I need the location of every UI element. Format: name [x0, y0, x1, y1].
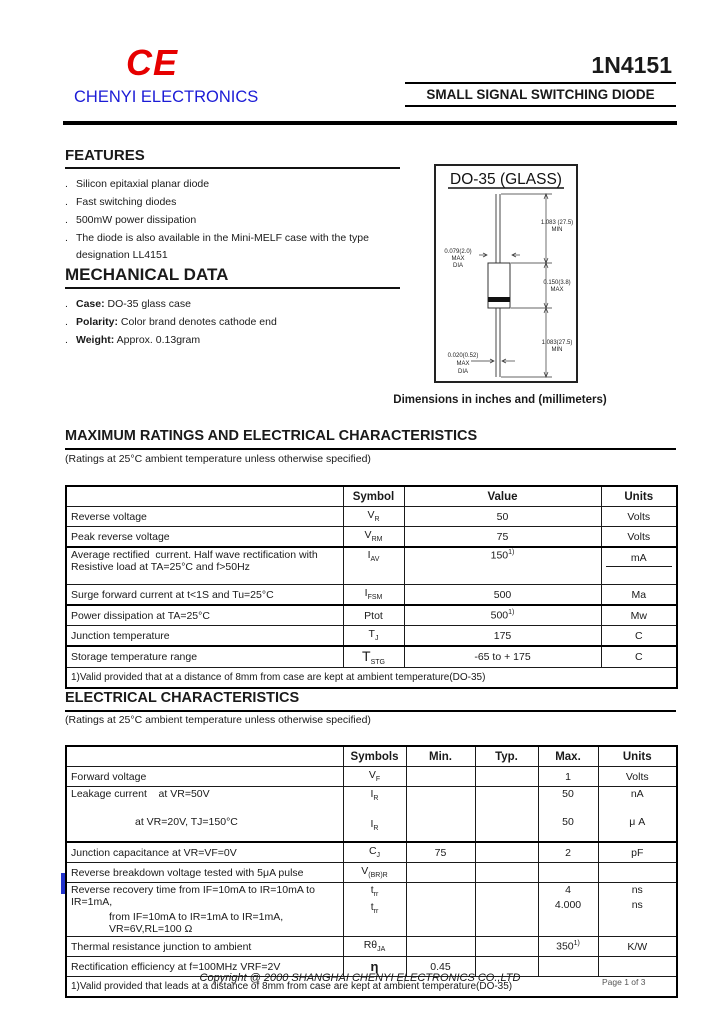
table-row — [66, 547, 677, 585]
mechanical-title: MECHANICAL DATA — [65, 265, 400, 289]
cell-value: 75 — [404, 527, 601, 548]
cell-min — [406, 767, 475, 787]
cell-units: Volts — [601, 507, 677, 527]
cell-symbol: Ptot — [343, 605, 404, 626]
cell-symbol: $V_{(BR)R}$ — [343, 863, 406, 883]
cell-value: 150$^{1)}$ — [404, 547, 601, 585]
top-rule — [63, 121, 677, 125]
cell-symbol: $V_F$ — [343, 767, 406, 787]
list-item: . Weight: Approx. 0.13gram — [65, 331, 400, 349]
title-block — [405, 52, 676, 107]
cell-desc: Average rectified current. Half wave rectification with Resistive load at TA=25°C and f>50Hz — [66, 547, 343, 585]
company-name: CHENYI ELECTRONICS — [74, 88, 259, 106]
cell-value: -65 to + 175 — [404, 646, 601, 668]
cell-units: ns ns — [598, 883, 677, 937]
col-value: Value — [404, 486, 601, 507]
cell-units: nA μ A — [598, 787, 677, 843]
cell-units: Mw — [601, 605, 677, 626]
electrical-table — [65, 745, 678, 998]
list-item: . Fast switching diodes — [65, 193, 400, 211]
col-min: Min. — [406, 746, 475, 767]
col-symbol: Symbol — [343, 486, 404, 507]
part-number: 1N4151 — [405, 52, 676, 84]
cell-units: pF — [598, 842, 677, 863]
dim-lead-bottom-qual: MIN — [551, 347, 563, 353]
cell-desc: Peak reverse voltage — [66, 527, 343, 548]
cell-min — [406, 787, 475, 843]
cell-desc: Rectification efficiency at f=100MHz VRF=2V — [66, 957, 343, 977]
cell-max: 1 — [538, 767, 598, 787]
cell-min: 75 — [406, 842, 475, 863]
cell-desc: Storage temperature range — [66, 646, 343, 668]
list-item: . Polarity: Color brand denotes cathode end — [65, 313, 400, 331]
col-max: Max. — [538, 746, 598, 767]
table-row — [66, 527, 677, 548]
copyright-line: Copyright @ 2000 SHANGHAI CHENYI ELECTRONICS CO.,LTD — [199, 972, 521, 984]
cell-units: C — [601, 626, 677, 647]
table-footnote: 1)Valid provided that leads at a distance of 8mm from case are kept at ambient temperature(DO-35) — [66, 977, 677, 998]
dim-body-dia-qual1: MAX — [451, 256, 465, 262]
cell-units: K/W — [598, 937, 677, 957]
dim-lead-top-qual: MIN — [551, 227, 563, 233]
package-caption: Dimensions in inches and (millimeters) — [393, 394, 607, 406]
cell-symbol: $I_{FSM}$ — [343, 585, 404, 606]
list-item: . Case: DO-35 glass case — [65, 295, 400, 313]
page-title: SMALL SIGNAL SWITCHING DIODE — [405, 84, 676, 107]
cell-units: Volts — [598, 767, 677, 787]
table-row — [66, 626, 677, 647]
col-units: Units — [598, 746, 677, 767]
cell-symbol: $t_{rr}$ $t_{rr}$ — [343, 883, 406, 937]
cell-desc: Surge forward current at t<1S and Tu=25°C — [66, 585, 343, 606]
dim-body-length-qual: MAX — [550, 287, 564, 293]
cell-typ — [475, 883, 538, 937]
cell-typ — [475, 787, 538, 843]
table-header-row — [66, 486, 677, 507]
bullet-dot-icon: . — [65, 316, 68, 328]
bullet-dot-icon: . — [65, 334, 68, 346]
cell-symbol: $I_R$ $I_R$ — [343, 787, 406, 843]
cell-max: 50 50 — [538, 787, 598, 843]
table-row — [66, 767, 677, 787]
cell-max: 4 4.000 — [538, 883, 598, 937]
features-title: FEATURES — [65, 147, 400, 169]
cell-units — [598, 863, 677, 883]
cell-min — [406, 863, 475, 883]
ratings-section-title: MAXIMUM RATINGS AND ELECTRICAL CHARACTERISTICS — [65, 428, 676, 450]
cell-value: 500 — [404, 585, 601, 606]
package-diagram — [434, 164, 578, 383]
features-list — [65, 175, 400, 263]
bullet-dot-icon: . — [65, 214, 68, 226]
cell-typ — [475, 937, 538, 957]
cell-min — [406, 883, 475, 937]
list-item: . 500mW power dissipation — [65, 211, 400, 229]
cell-symbol: $V_R$ — [343, 507, 404, 527]
cell-symbol: η — [343, 957, 406, 977]
cell-symbol: $V_{RM}$ — [343, 527, 404, 548]
table-row — [66, 585, 677, 606]
company-logo: CE — [126, 42, 179, 83]
col-symbols: Symbols — [343, 746, 406, 767]
cell-max — [538, 863, 598, 883]
bullet-dot-icon: . — [65, 232, 68, 244]
page-number: Page 1 of 3 — [602, 977, 646, 987]
table-footnote: 1)Valid provided that at a distance of 8mm from case are kept at ambient temperature(DO-35) — [66, 668, 677, 689]
cell-units: Ma — [601, 585, 677, 606]
dim-lead-dia-qual2: DIA — [457, 369, 469, 375]
cell-desc: Power dissipation at TA=25°C — [66, 605, 343, 626]
cell-units: mA — [601, 547, 677, 585]
cell-value: 175 — [404, 626, 601, 647]
ratings-note: (Ratings at 25°C ambient temperature unless otherwise specified) — [65, 453, 371, 465]
bullet-dot-icon: . — [65, 178, 68, 190]
cell-value: 500$^{1)}$ — [404, 605, 601, 626]
col-typ: Typ. — [475, 746, 538, 767]
cell-desc: Reverse breakdown voltage tested with 5μA pulse — [66, 863, 343, 883]
list-item-continuation: designation LL4151 — [76, 249, 168, 261]
table-row — [66, 646, 677, 668]
cell-min — [406, 937, 475, 957]
col-units: Units — [601, 486, 677, 507]
package-name: DO-35 (GLASS) — [450, 171, 562, 188]
bullet-dot-icon: . — [65, 196, 68, 208]
cell-typ — [475, 863, 538, 883]
table-row — [66, 787, 677, 843]
cell-units: Volts — [601, 527, 677, 548]
cell-value: 50 — [404, 507, 601, 527]
max-ratings-table — [65, 485, 678, 689]
cell-max: 2 — [538, 842, 598, 863]
electrical-note: (Ratings at 25°C ambient temperature unless otherwise specified) — [65, 714, 371, 726]
cell-desc: Thermal resistance junction to ambient — [66, 937, 343, 957]
dim-lead-dia-qual1: MAX — [456, 361, 470, 367]
cell-symbol: $T_{STG}$ — [343, 646, 404, 668]
cell-typ — [475, 767, 538, 787]
cell-units: C — [601, 646, 677, 668]
list-item: . The diode is also available in the Mini-MELF case with the type — [65, 229, 400, 247]
cell-max: 350$^{1)}$ — [538, 937, 598, 957]
cell-symbol: $I_{AV}$ — [343, 547, 404, 585]
list-item: . Silicon epitaxial planar diode — [65, 175, 400, 193]
dim-lead-dia: 0.020(0.52) — [447, 353, 479, 359]
dim-body-dia: 0.079(2.0) — [444, 249, 472, 255]
table-row — [66, 863, 677, 883]
mechanical-list — [65, 295, 400, 349]
scan-artifact-mark — [61, 873, 65, 894]
table-row — [66, 937, 677, 957]
left-column — [65, 147, 400, 351]
table-row — [66, 842, 677, 863]
cell-desc: Junction temperature — [66, 626, 343, 647]
cell-desc: Reverse recovery time from IF=10mA to IR=10mA to IR=1mA, from IF=10mA to IR=1mA to IR=1mA, VR=6V,RL=100 Ω — [66, 883, 343, 937]
bullet-dot-icon: . — [65, 298, 68, 310]
cathode-band — [488, 297, 510, 302]
cell-symbol: $R\theta_{JA}$ — [343, 937, 406, 957]
table-row — [66, 605, 677, 626]
cell-typ — [475, 842, 538, 863]
dim-lead-top: 1.083 (27.5) — [540, 220, 574, 226]
table-row — [66, 507, 677, 527]
cell-desc: Forward voltage — [66, 767, 343, 787]
cell-desc: Junction capacitance at VR=VF=0V — [66, 842, 343, 863]
dim-lead-bottom: 1.083(27.5) — [541, 340, 573, 346]
electrical-section-title: ELECTRICAL CHARACTERISTICS — [65, 690, 676, 712]
footnote-row — [66, 668, 677, 689]
package-outline-drawing — [436, 166, 576, 381]
cell-symbol: $T_J$ — [343, 626, 404, 647]
dim-body-length: 0.150(3.8) — [543, 280, 571, 286]
dim-body-dia-qual2: DIA — [452, 263, 464, 269]
cell-desc: Reverse voltage — [66, 507, 343, 527]
table-header-row — [66, 746, 677, 767]
cell-symbol: $C_J$ — [343, 842, 406, 863]
table-row — [66, 883, 677, 937]
cell-desc: Leakage current at VR=50V at VR=20V, TJ=150°C — [66, 787, 343, 843]
cell-min: 0.45 — [406, 957, 475, 977]
